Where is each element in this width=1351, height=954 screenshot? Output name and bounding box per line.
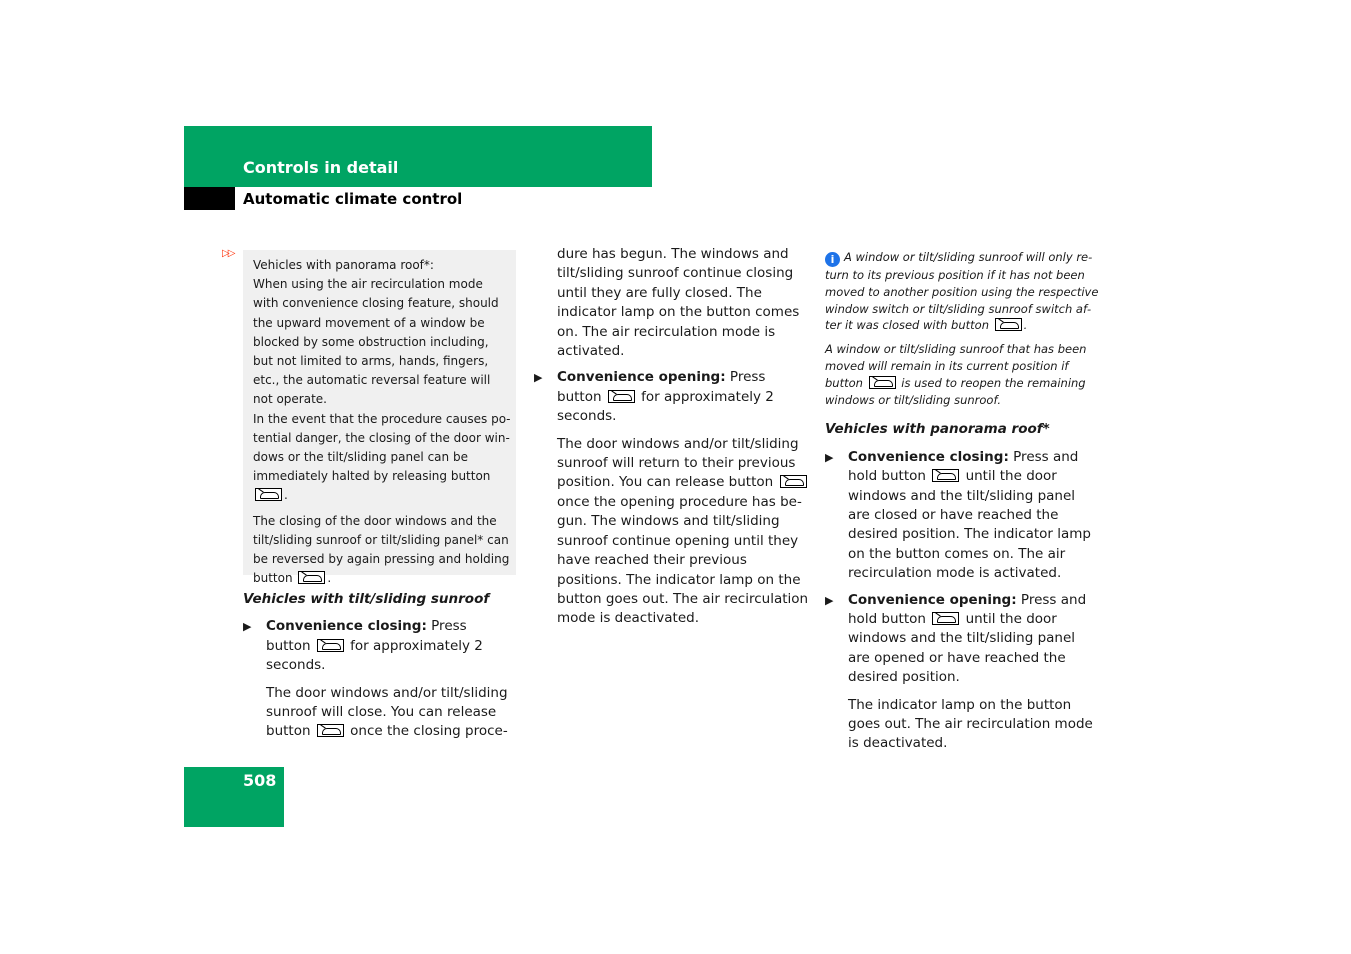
info-icon: i bbox=[825, 252, 840, 267]
closing-description: The door windows and/or tilt/sliding sunroof will close. You can release button once the closing proce- bbox=[266, 684, 508, 740]
info-note-2: A window or tilt/sliding sunroof that has been moved will remain in its current position if button is used to reopen the remaining windows or tilt/sliding sunroof. bbox=[825, 342, 1087, 407]
convenience-button-icon bbox=[932, 469, 959, 482]
bullet-icon: ▶ bbox=[825, 450, 834, 464]
column-2 bbox=[534, 245, 810, 629]
convenience-button-icon bbox=[608, 390, 635, 403]
header-band bbox=[184, 126, 652, 187]
warning-text-3: The closing of the door windows and the tilt/sliding sunroof or tilt/sliding panel* can be reversed by again pressing and holding button . bbox=[253, 513, 510, 586]
section-title: Controls in detail bbox=[243, 158, 399, 177]
warning-box bbox=[243, 250, 516, 586]
convenience-button-icon bbox=[298, 571, 325, 584]
bullet-icon: ▶ bbox=[825, 593, 834, 607]
heading-panorama-roof: Vehicles with panorama roof* bbox=[825, 421, 1050, 438]
bullet-panorama-opening: ▶ Convenience opening: Press and hold button until the door windows and the tilt/sliding panel are opened or have reached the desired position. bbox=[825, 591, 1087, 686]
column-1 bbox=[243, 590, 515, 742]
page-number: 508 bbox=[243, 771, 277, 790]
info-note-1: i A window or tilt/sliding sunroof will only return to its previous position if it has not been moved to another position using the respective window switch or tilt/sliding sunroof switch after it was closed with button . bbox=[825, 250, 1099, 333]
opening-description: The door windows and/or tilt/sliding sunroof will return to their previous position. You can release button once the opening procedure has begun. The windows and tilt/sliding sunroof continue opening until they have reached their previous positions. The indicator lamp on the button goes out. The air recirculation mode is deactivated. bbox=[557, 435, 809, 627]
convenience-button-icon bbox=[995, 318, 1022, 331]
column-3 bbox=[825, 249, 1101, 754]
panorama-opening-description: The indicator lamp on the button goes out. The air recirculation mode is deactivated. bbox=[848, 696, 1093, 752]
continued-arrow-icon: ▷▷ bbox=[222, 248, 234, 259]
convenience-button-icon bbox=[780, 475, 807, 488]
warning-text-1: When using the air recirculation mode with convenience closing feature, should the upward movement of a window be blocked by some obstruction including, but not limited to arms, hands, fingers, etc., the automatic reversal feature will not operate. bbox=[253, 277, 499, 407]
bullet-convenience-opening: ▶ Convenience opening: Press button for approximately 2 seconds. bbox=[534, 369, 774, 425]
convenience-button-icon bbox=[317, 724, 344, 737]
convenience-button-icon bbox=[869, 376, 896, 389]
header-black-tab bbox=[184, 187, 235, 210]
warning-text-2: In the event that the procedure causes potential danger, the closing of the door windows or the tilt/sliding panel can be immediately halted by releasing button . bbox=[253, 411, 511, 503]
heading-tilt-sliding-sunroof: Vehicles with tilt/sliding sunroof bbox=[243, 591, 490, 607]
warning-title: Vehicles with panorama roof*: bbox=[253, 258, 434, 272]
bullet-convenience-closing: ▶ Convenience closing: Press button for approximately 2 seconds. bbox=[243, 618, 483, 674]
bullet-icon: ▶ bbox=[534, 371, 543, 385]
convenience-button-icon bbox=[255, 488, 282, 501]
bullet-icon: ▶ bbox=[243, 620, 252, 634]
convenience-button-icon bbox=[932, 612, 959, 625]
subsection-title: Automatic climate control bbox=[243, 190, 463, 208]
closing-description-cont: dure has begun. The windows and tilt/sliding sunroof continue closing until they are fully closed. The indicator lamp on the button comes on. The air recirculation mode is activated. bbox=[557, 246, 800, 360]
convenience-button-icon bbox=[317, 639, 344, 652]
bullet-panorama-closing: ▶ Convenience closing: Press and hold button until the door windows and the tilt/sliding panel are closed or have reached the desired position. The indicator lamp on the button comes on. The air recirculation mode is activated. bbox=[825, 448, 1091, 582]
